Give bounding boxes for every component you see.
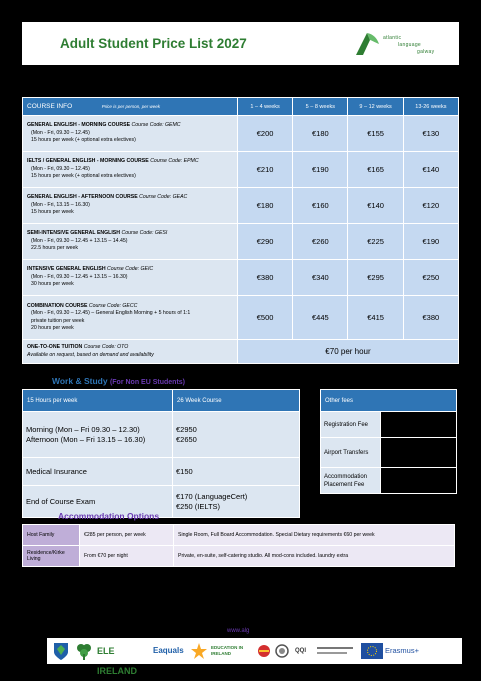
- fee-value: [381, 468, 457, 494]
- course-info-label: COURSE INFO: [27, 103, 73, 110]
- acc-price: From €70 per night: [80, 546, 174, 567]
- erasmus-logo: Erasmus+: [385, 646, 419, 655]
- accommodation-title: Accommodation Options: [58, 511, 160, 521]
- course-hours: (Mon - Fri, 09.30 – 12.45) – General English Morning + 5 hours of 1:1: [31, 310, 191, 316]
- table-row: [23, 224, 459, 260]
- course-detail: 30 hours per week: [31, 281, 74, 288]
- footer-logos: [47, 638, 462, 676]
- logo-line: galway: [417, 49, 435, 55]
- label-line: Medical Insurance: [26, 466, 87, 476]
- course-cell: [23, 224, 238, 260]
- education-in-ireland-logo: EDUCATION IN IRELAND: [211, 645, 244, 656]
- course-hours: (Mon - Fri, 09.30 – 12.45): [31, 165, 90, 172]
- course-detail: 15 hours per week: [31, 209, 74, 216]
- course-code: Course Code: GECC: [88, 302, 138, 309]
- fee-label: Airport Transfers: [321, 438, 381, 468]
- acc-desc: Single Room, Full Board Accommodation. Special Dietary requirements €60 per week: [174, 525, 455, 546]
- page-title: Adult Student Price List 2027: [60, 36, 247, 51]
- row-label: [23, 458, 173, 486]
- seal-badge-icon: [275, 641, 289, 661]
- price-cell: €415: [348, 296, 403, 340]
- accommodation-table: [22, 524, 455, 567]
- price-cell: €380: [237, 260, 292, 296]
- price-cell: €155: [348, 116, 403, 152]
- course-detail: 20 hours per week: [31, 325, 74, 331]
- course-hours: (Mon - Fri, 09.30 – 12.45 + 13.15 – 14.45): [31, 237, 128, 244]
- other-fees-table: [320, 389, 457, 494]
- course-detail: 15 hours per week (+ optional extra electives): [31, 137, 136, 144]
- row-value: [173, 486, 300, 518]
- table-row: [23, 296, 459, 340]
- price-cell: €250: [403, 260, 458, 296]
- course-cell: [23, 340, 238, 364]
- leaf-logo-icon: [353, 28, 381, 58]
- crest-logo-icon: [51, 641, 71, 661]
- price-cell: €140: [403, 152, 458, 188]
- page-header: [22, 22, 459, 65]
- price-cell: €445: [293, 296, 348, 340]
- course-hours: (Mon - Fri, 09.30 – 12.45): [31, 129, 90, 136]
- course-code: Course Code: GEIC: [107, 266, 154, 273]
- work-study-subtitle: (For Non EU Students): [109, 379, 186, 386]
- course-name: INTENSIVE GENERAL ENGLISH: [27, 266, 106, 273]
- price-cell: €200: [237, 116, 292, 152]
- acc-price: €285 per person, per week: [80, 525, 174, 546]
- qqi-text-logo-icon: [317, 641, 355, 661]
- star-logo-icon: [191, 641, 207, 661]
- col-header: 26 Week Course: [173, 390, 300, 412]
- course-name: GENERAL ENGLISH - MORNING COURSE: [27, 122, 131, 129]
- price-cell: €340: [293, 260, 348, 296]
- value-line: €2650: [176, 434, 197, 444]
- price-cell: €295: [348, 260, 403, 296]
- course-cell: [23, 296, 238, 340]
- work-study-table: [22, 389, 300, 518]
- course-info-header: [23, 98, 238, 116]
- price-note: Price is per person, per week: [101, 104, 160, 109]
- label-line: End of Course Exam: [26, 496, 96, 506]
- school-logo: [353, 26, 453, 60]
- acc-label: Residence/Kirke Living: [23, 546, 80, 567]
- price-cell: €120: [403, 188, 458, 224]
- price-cell: €190: [293, 152, 348, 188]
- table-row: [23, 152, 459, 188]
- table-row: [23, 116, 459, 152]
- course-hours: (Mon - Fri, 13.15 – 16.30): [31, 201, 90, 208]
- course-name: COMBINATION COURSE: [27, 302, 88, 309]
- row-value: [173, 458, 300, 486]
- course-name: SEMI-INTENSIVE GENERAL ENGLISH: [27, 230, 121, 237]
- row-label: [23, 412, 173, 458]
- table-row: [23, 525, 455, 546]
- course-cell: [23, 260, 238, 296]
- price-cell: €160: [293, 188, 348, 224]
- course-code: Course Code: GEMC: [131, 122, 181, 129]
- label-line: Afternoon (Mon – Fri 13.15 – 16.30): [26, 434, 146, 444]
- price-cell: €130: [403, 116, 458, 152]
- price-cell: €180: [237, 188, 292, 224]
- course-code: Course Code: EPMC: [150, 158, 199, 165]
- website-link[interactable]: www.alg: [227, 628, 250, 634]
- work-study-heading: Work & Study: [52, 376, 108, 386]
- course-cell: [23, 188, 238, 224]
- value-line: €250 (IELTS): [176, 501, 221, 511]
- price-cell: €165: [348, 152, 403, 188]
- col-header: Other fees: [321, 390, 457, 412]
- fee-label: Accommodation Placement Fee: [321, 468, 381, 494]
- price-cell: €500: [237, 296, 292, 340]
- price-cell: €140: [348, 188, 403, 224]
- eaquals-logo: Eaquals: [153, 646, 184, 655]
- table-row: [321, 438, 457, 468]
- price-cell: €70 per hour: [237, 340, 458, 364]
- label-line: Morning (Mon – Fri 09.30 – 12.30): [26, 424, 140, 434]
- course-name: IELTS / GENERAL ENGLISH - MORNING COURSE: [27, 158, 149, 165]
- price-cell: €190: [403, 224, 458, 260]
- table-row: [321, 468, 457, 494]
- fee-value: [381, 438, 457, 468]
- col-header: 15 Hours per week: [23, 390, 173, 412]
- shamrock-logo-icon: [75, 641, 93, 661]
- table-row: [23, 546, 455, 567]
- course-detail: 15 hours per week (+ optional extra electives): [31, 173, 136, 180]
- value-line: €2950: [176, 424, 197, 434]
- row-value: [173, 412, 300, 458]
- course-detail: 22.5 hours per week: [31, 245, 79, 252]
- course-name: ONE-TO-ONE TUITION: [27, 344, 83, 350]
- value-line: €150: [176, 466, 193, 476]
- fee-label: Registration Fee: [321, 412, 381, 438]
- price-cell: €260: [293, 224, 348, 260]
- course-hours: (Mon - Fri, 09.30 – 12.45 + 13.15 – 16.30): [31, 273, 128, 280]
- eu-flag-icon: [361, 641, 383, 661]
- acc-desc: Private, en-suite, self-catering studio. All mod-cons included. laundry extra: [174, 546, 455, 567]
- flag-badge-icon: [257, 641, 271, 661]
- course-code: Course Code: OTO: [83, 344, 129, 350]
- price-cell: €180: [293, 116, 348, 152]
- table-row: [23, 188, 459, 224]
- logo-line: language: [398, 42, 421, 48]
- course-price-table: [22, 97, 459, 364]
- price-cell: €210: [237, 152, 292, 188]
- course-detail: Available on request, based on demand and availability: [27, 351, 154, 358]
- col-header: 1 – 4 weeks: [237, 98, 292, 116]
- price-cell: €380: [403, 296, 458, 340]
- work-study-title: [52, 376, 185, 386]
- course-cell: [23, 116, 238, 152]
- logo-line: atlantic: [383, 35, 402, 41]
- course-code: Course Code: GEAC: [139, 194, 188, 201]
- col-header: 13-26 weeks: [403, 98, 458, 116]
- value-line: €170 (LanguageCert): [176, 491, 248, 501]
- qqi-logo: QQI: [295, 648, 307, 654]
- table-row: [321, 412, 457, 438]
- col-header: 5 – 8 weeks: [293, 98, 348, 116]
- course-detail: private tuition per week: [31, 317, 85, 324]
- acc-label: Host Family: [23, 525, 80, 546]
- col-header: 9 – 12 weeks: [348, 98, 403, 116]
- table-row: [23, 458, 300, 486]
- ele-ireland-logo: ELE IRELAND: [97, 646, 137, 676]
- course-name: GENERAL ENGLISH - AFTERNOON COURSE: [27, 194, 138, 201]
- table-row: [23, 260, 459, 296]
- price-cell: €225: [348, 224, 403, 260]
- course-cell: [23, 152, 238, 188]
- table-row: [23, 340, 459, 364]
- course-code: Course Code: GESI: [121, 230, 168, 237]
- table-row: [23, 412, 300, 458]
- fee-value: [381, 412, 457, 438]
- price-cell: €290: [237, 224, 292, 260]
